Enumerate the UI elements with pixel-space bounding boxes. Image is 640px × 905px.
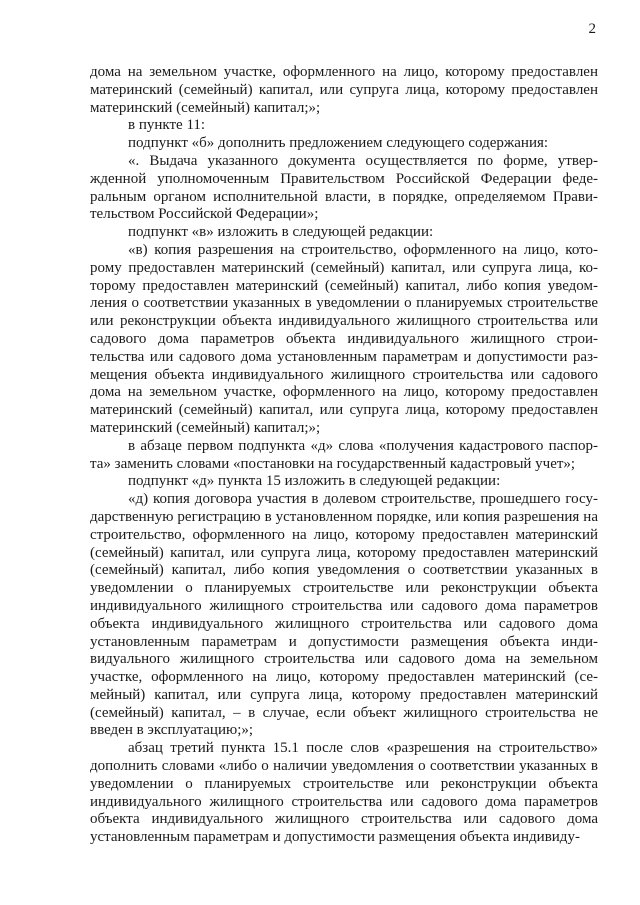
paragraph: дома на земельном участке, оформленного на лицо, которому предоставлен материнский (семейный) капитал, или супруга лица, которому предоставлен материнский (семейный) капитал;»; <box>90 64 598 116</box>
paragraph: подпункт «д» пункта 15 изложить в следующей редакции: <box>128 473 501 490</box>
paragraph: абзац третий пункта 15.1 после слов «разрешения на строительство» дополнить словами «либо о наличии уведомления о соответствии указанных в уведомлении о планируемых строительстве или реконструкции объекта индивидуального жилищного строительства или садового дома параметров объекта индивидуального жилищного строительства или садового дома установленным параметрам и допустимости размещения объекта индивиду- <box>90 740 598 846</box>
paragraph: «в) копия разрешения на строительство, оформленного на лицо, которому предоставлен материнский (семейный) капитал, или супруга лица, которому предоставлен материнский (семейный) капитал, либо копия уведомления о соответствии указанных в уведомлении о планируемых строительстве или реконструкции объекта индивидуального жилищного строительства или садового дома параметров объекта индивидуального жилищного строительства или садового дома установленным параметрам и допустимости размещения объекта индивидуального жилищного строительства или садового дома на земельном участке, оформленного на лицо, которому предоставлен материнский (семейный) капитал, или супруга лица, которому предоставлен материнский (семейный) капитал;»; <box>90 241 598 436</box>
paragraph: «д) копия договора участия в долевом строительстве, прошедшего государственную регистрацию в установленном порядке, или копия разрешения на строительство, оформленного на лицо, которому предоставлен материнский (семейный) капитал, или супруга лица, которому предоставлен материнский (семейный) капитал, либо копия уведомления о соответствии указанных в уведомлении о планируемых строительстве или реконструкции объекта индивидуального жилищного строительства или садового дома параметров объекта индивидуального жилищного строительства или садового дома установленным параметрам и допустимости размещения объекта индивидуального жилищного строительства или садового дома на земельном участке, оформленного на лицо, которому предоставлен материнский (семейный) капитал, или супруга лица, которому предоставлен материнский (семейный) капитал, – в случае, если объект жилищного строительства не введен в эксплуатацию;»; <box>90 491 598 739</box>
paragraph: в пункте 11: <box>128 117 206 134</box>
paragraph: подпункт «в» изложить в следующей редакции: <box>128 224 434 241</box>
paragraph: в абзаце первом подпункта «д» слова «получения кадастрового паспорта» заменить словами «постановки на государственный кадастровый учет»; <box>90 437 598 472</box>
document-body <box>90 64 598 847</box>
paragraph: «. Выдача указанного документа осуществляется по форме, утвержденной уполномоченным Правительством Российской Федерации федеральным органом исполнительной власти, в порядке, определяемом Правительством Российской Федерации»; <box>90 152 598 223</box>
page-number: 2 <box>588 21 596 37</box>
paragraph: подпункт «б» дополнить предложением следующего содержания: <box>128 135 549 152</box>
